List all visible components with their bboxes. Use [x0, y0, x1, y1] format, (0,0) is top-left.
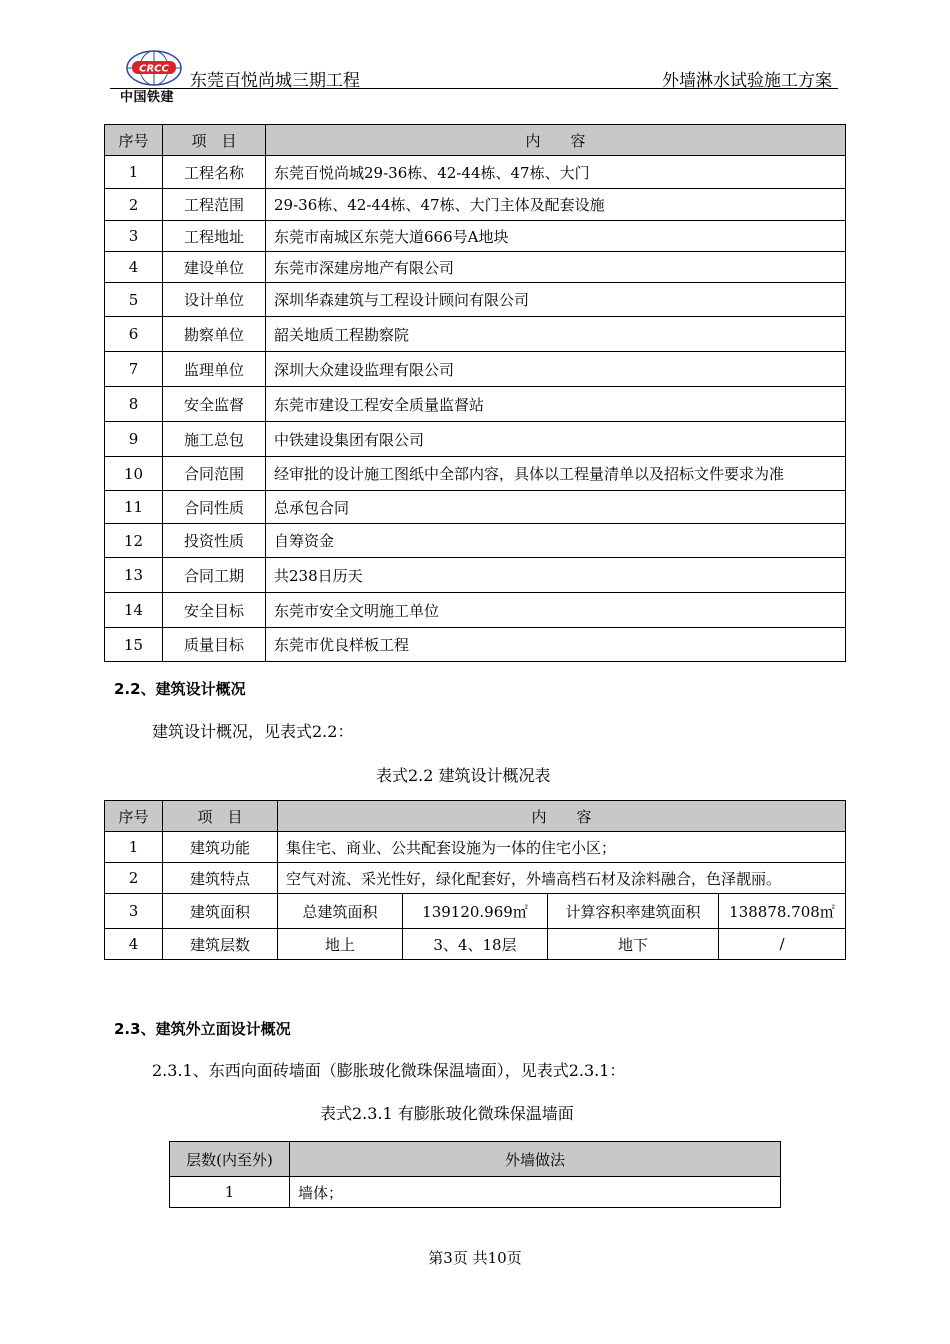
item-content: 东莞百悦尚城29-36栋、42-44栋、47栋、大门 — [266, 156, 846, 189]
table-row — [105, 283, 846, 317]
row-number: 10 — [105, 457, 163, 491]
above-ground-value: 3、4、18层 — [403, 929, 548, 960]
table-row — [105, 491, 846, 524]
wall-construction-table — [169, 1141, 781, 1208]
project-overview-table — [104, 124, 846, 662]
row-number: 14 — [105, 593, 163, 628]
project-title: 东莞百悦尚城三期工程 — [190, 71, 360, 91]
header-cell: 外墙做法 — [290, 1142, 781, 1177]
logo-text: 中国铁建 — [120, 90, 175, 105]
item-content: 韶关地质工程勘察院 — [266, 317, 846, 352]
building-design-table — [104, 800, 846, 960]
table-header-row — [105, 125, 846, 156]
row-number: 3 — [105, 221, 163, 252]
page-number: 第3页 共10页 — [428, 1249, 522, 1267]
svg-text:CRCC: CRCC — [139, 63, 169, 75]
row-number: 9 — [105, 422, 163, 457]
row-number: 11 — [105, 491, 163, 524]
table-header-row — [170, 1142, 781, 1177]
table-caption-2-2: 表式2.2 建筑设计概况表 — [376, 766, 551, 785]
area-value: 139120.969㎡ — [403, 894, 548, 929]
item-content: 东莞市优良样板工程 — [266, 628, 846, 662]
table-row — [105, 317, 846, 352]
far-area-label: 计算容积率建筑面积 — [548, 894, 719, 929]
header-cell: 层数(内至外) — [170, 1142, 290, 1177]
item-name: 工程范围 — [163, 189, 266, 221]
row-number: 8 — [105, 387, 163, 422]
item-content: 共238日历天 — [266, 558, 846, 593]
table-row — [105, 352, 846, 387]
paragraph-2-2: 建筑设计概况，见表式2.2： — [152, 722, 354, 741]
table-header-row — [105, 801, 846, 832]
item-name: 工程名称 — [163, 156, 266, 189]
far-area-value: 138878.708㎡ — [719, 894, 846, 929]
header-cell: 内 容 — [266, 125, 846, 156]
item-name: 合同范围 — [163, 457, 266, 491]
globe-logo-icon — [124, 48, 184, 88]
layer-method: 墙体； — [290, 1177, 781, 1208]
item-name: 建筑面积 — [163, 894, 278, 929]
row-number: 12 — [105, 524, 163, 558]
section-heading-2-2: 2.2、建筑设计概况 — [114, 680, 246, 698]
header-cell: 序号 — [105, 801, 163, 832]
table-row — [170, 1177, 781, 1208]
table-row — [105, 524, 846, 558]
row-number: 6 — [105, 317, 163, 352]
row-number: 2 — [105, 189, 163, 221]
row-number: 4 — [105, 929, 163, 960]
row-number: 1 — [105, 156, 163, 189]
table-row — [105, 593, 846, 628]
header-cell: 项 目 — [163, 125, 266, 156]
item-content: 深圳大众建设监理有限公司 — [266, 352, 846, 387]
underground-label: 地下 — [548, 929, 719, 960]
item-content: 深圳华森建筑与工程设计顾问有限公司 — [266, 283, 846, 317]
item-name: 安全监督 — [163, 387, 266, 422]
row-number: 15 — [105, 628, 163, 662]
row-number: 4 — [105, 252, 163, 283]
row-number: 1 — [105, 832, 163, 863]
item-content: 东莞市安全文明施工单位 — [266, 593, 846, 628]
table-row — [105, 894, 846, 929]
header-cell: 项 目 — [163, 801, 278, 832]
row-number: 5 — [105, 283, 163, 317]
item-content: 自筹资金 — [266, 524, 846, 558]
table-row — [105, 832, 846, 863]
table-row — [105, 221, 846, 252]
item-name: 工程地址 — [163, 221, 266, 252]
item-name: 质量目标 — [163, 628, 266, 662]
row-number: 3 — [105, 894, 163, 929]
table-row — [105, 558, 846, 593]
row-number: 2 — [105, 863, 163, 894]
table-row — [105, 189, 846, 221]
paragraph-2-3-1: 2.3.1、东西向面砖墙面（膨胀玻化微珠保温墙面），见表式2.3.1： — [152, 1061, 626, 1080]
item-name: 施工总包 — [163, 422, 266, 457]
table-row — [105, 252, 846, 283]
header-cell: 序号 — [105, 125, 163, 156]
item-name: 建筑功能 — [163, 832, 278, 863]
item-content: 集住宅、商业、公共配套设施为一体的住宅小区； — [278, 832, 846, 863]
table-row — [105, 156, 846, 189]
layer-number: 1 — [170, 1177, 290, 1208]
table-row — [105, 628, 846, 662]
table-caption-2-3-1: 表式2.3.1 有膨胀玻化微珠保温墙面 — [320, 1104, 574, 1123]
header-cell: 内 容 — [278, 801, 846, 832]
item-content: 东莞市深建房地产有限公司 — [266, 252, 846, 283]
item-name: 合同性质 — [163, 491, 266, 524]
table-row — [105, 422, 846, 457]
item-content: 中铁建设集团有限公司 — [266, 422, 846, 457]
table-row — [105, 457, 846, 491]
item-name: 建筑层数 — [163, 929, 278, 960]
item-content: 东莞市南城区东莞大道666号A地块 — [266, 221, 846, 252]
crcc-logo — [120, 48, 198, 105]
table-row — [105, 929, 846, 960]
table-row — [105, 387, 846, 422]
item-name: 设计单位 — [163, 283, 266, 317]
item-name: 投资性质 — [163, 524, 266, 558]
item-name: 合同工期 — [163, 558, 266, 593]
section-heading-2-3: 2.3、建筑外立面设计概况 — [114, 1020, 291, 1038]
item-name: 安全目标 — [163, 593, 266, 628]
table-row — [105, 863, 846, 894]
item-name: 建筑特点 — [163, 863, 278, 894]
area-label: 总建筑面积 — [278, 894, 403, 929]
item-content: 空气对流、采光性好，绿化配套好，外墙高档石材及涂料融合，色泽靓丽。 — [278, 863, 846, 894]
document-title: 外墙淋水试验施工方案 — [662, 71, 832, 91]
item-content: 经审批的设计施工图纸中全部内容，具体以工程量清单以及招标文件要求为准 — [266, 457, 846, 491]
item-name: 勘察单位 — [163, 317, 266, 352]
item-content: 东莞市建设工程安全质量监督站 — [266, 387, 846, 422]
row-number: 7 — [105, 352, 163, 387]
row-number: 13 — [105, 558, 163, 593]
item-content: 29-36栋、42-44栋、47栋、大门主体及配套设施 — [266, 189, 846, 221]
underground-value: / — [719, 929, 846, 960]
item-content: 总承包合同 — [266, 491, 846, 524]
item-name: 建设单位 — [163, 252, 266, 283]
header-rule — [110, 88, 838, 89]
above-ground-label: 地上 — [278, 929, 403, 960]
item-name: 监理单位 — [163, 352, 266, 387]
page-header — [110, 48, 838, 105]
